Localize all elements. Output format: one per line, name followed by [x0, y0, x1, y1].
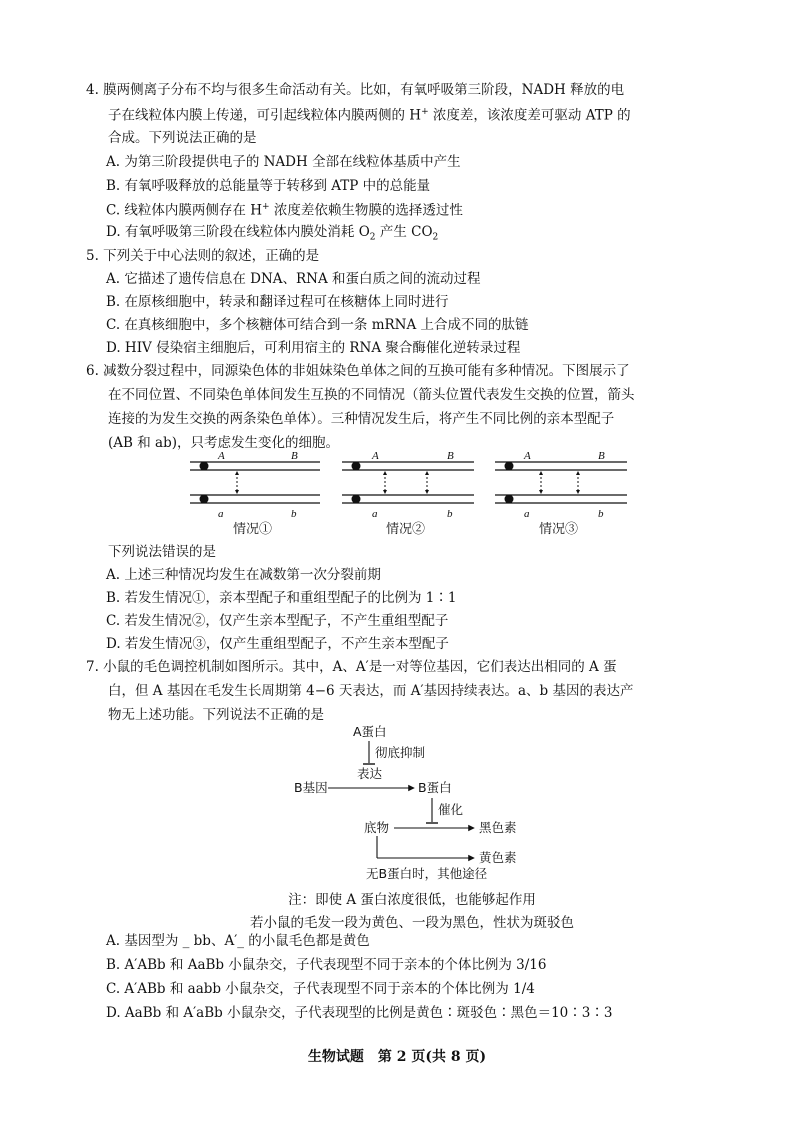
q4-option-a: A. 为第三阶段提供电子的 NADH 全部在线粒体基质中产生 [106, 154, 461, 170]
gene-label-B: B [291, 450, 298, 462]
gene-label-A: A [218, 450, 225, 462]
gene-label-a: a [372, 508, 378, 520]
q6-option-d: D. 若发生情况③，仅产生重组型配子，不产生亲本型配子 [106, 636, 449, 652]
q4-option-b: B. 有氧呼吸释放的总能量等于转移到 ATP 中的总能量 [106, 178, 431, 194]
coat-color-flowchart [294, 724, 517, 881]
q5-stem: 5. 下列关于中心法则的叙述，正确的是 [86, 248, 320, 264]
q7-note-2: 若小鼠的毛发一段为黄色、一段为黑色，性状为斑驳色 [250, 915, 574, 931]
q4-stem-line1: 4. 膜两侧离子分布不均与很多生命活动有关。比如，有氧呼吸第三阶段，NADH 释放的电 [86, 82, 625, 98]
flow-a-protein: A蛋白 [353, 724, 387, 739]
q4-option-c: C. 线粒体内膜两侧存在 H+ 浓度差依赖生物膜的选择透过性 [106, 202, 463, 219]
centromere [505, 462, 514, 471]
q4-option-d: D. 有氧呼吸第三阶段在线粒体内膜处消耗 $O_2$ 产生 $CO_2$ [106, 224, 439, 243]
q4-stem-line2: 子在线粒体内膜上传递，可引起线粒体内膜两侧的 H+ 浓度差，该浓度差可驱动 ATP 的 [108, 107, 631, 124]
q7-option-d: D. AaBb 和 A′aBb 小鼠杂交，子代表现型的比例是黄色∶斑驳色∶黑色＝10∶3∶3 [106, 1005, 613, 1021]
diagram-caption-2: 情况② [386, 522, 426, 537]
q6-option-c: C. 若发生情况②，仅产生亲本型配子，不产生重组型配子 [106, 613, 449, 629]
centromere [352, 495, 361, 504]
q7-option-a: A. 基因型为 _ bb、A′_ 的小鼠毛色都是黄色 [106, 933, 370, 949]
flow-substrate: 底物 [364, 820, 390, 835]
q4-stem-line3: 合成。下列说法正确的是 [108, 130, 257, 146]
gene-label-b: b [291, 508, 297, 520]
gene-label-A: A [524, 450, 531, 462]
flow-yellow-pigment: 黄色素 [479, 850, 517, 865]
crossover-diagram-1 [190, 462, 320, 504]
q7-stem-line2: 白，但 A 基因在毛发生长周期第 4−6 天表达，而 A′基因持续表达。a、b 基因的表达产 [108, 683, 634, 699]
diagram-caption-1: 情况① [233, 522, 273, 537]
gene-label-b: b [598, 508, 604, 520]
centromere [352, 462, 361, 471]
q6-stem-line3: 连接的为发生交换的两条染色单体）。三种情况发生后，将产生不同比例的亲本型配子 [108, 411, 615, 427]
q7-option-b: B. A′ABb 和 AaBb 小鼠杂交，子代表现型不同于亲本的个体比例为 3/16 [106, 957, 547, 973]
gene-label-a: a [218, 508, 224, 520]
gene-label-A: A [372, 450, 379, 462]
q6-option-a: A. 上述三种情况均发生在减数第一次分裂前期 [106, 567, 381, 583]
q5-option-b: B. 在原核细胞中，转录和翻译过程可在核糖体上同时进行 [106, 294, 449, 310]
q7-stem-line3: 物无上述功能。下列说法不正确的是 [108, 707, 324, 723]
q6-option-b: B. 若发生情况①，亲本型配子和重组型配子的比例为 1∶1 [106, 590, 457, 606]
q6-stem-line1: 6. 减数分裂过程中，同源染色体的非姐妹染色单体之间的互换可能有多种情况。下图展示了 [86, 363, 630, 379]
flow-black-pigment: 黑色素 [479, 820, 517, 835]
flow-b-protein: B蛋白 [418, 780, 452, 795]
centromere [200, 462, 209, 471]
q7-note-1: 注：即使 A 蛋白浓度很低，也能够起作用 [288, 892, 536, 908]
flow-b-gene: B基因 [294, 780, 328, 795]
gene-label-B: B [598, 450, 605, 462]
flow-express-label: 表达 [357, 766, 383, 781]
diagram-caption-3: 情况③ [539, 522, 579, 537]
gene-label-b: b [447, 508, 453, 520]
flow-catalyze-label: 催化 [438, 802, 464, 817]
q6-sub-stem: 下列说法错误的是 [108, 544, 216, 560]
page-footer: 生物试题 第 2 页(共 8 页) [307, 1049, 487, 1065]
gene-label-B: B [447, 450, 454, 462]
q5-option-d: D. HIV 侵染宿主细胞后，可利用宿主的 RNA 聚合酶催化逆转录过程 [106, 340, 521, 356]
q7-option-c: C. A′ABb 和 aabb 小鼠杂交，子代表现型不同于亲本的个体比例为 1/4 [106, 981, 535, 997]
q5-option-c: C. 在真核细胞中，多个核糖体可结合到一条 mRNA 上合成不同的肽链 [106, 317, 529, 333]
q5-option-a: A. 它描述了遗传信息在 DNA、RNA 和蛋白质之间的流动过程 [106, 271, 481, 287]
crossover-diagram-2 [342, 462, 474, 504]
q6-stem-line4: (AB 和 ab)，只考虑发生变化的细胞。 [108, 435, 339, 451]
crossover-diagram-3 [495, 462, 627, 504]
centromere [200, 495, 209, 504]
centromere [505, 495, 514, 504]
gene-label-a: a [524, 508, 530, 520]
q7-stem-line1: 7. 小鼠的毛色调控机制如图所示。其中，A、A′是一对等位基因，它们表达出相同的 A 蛋 [86, 659, 617, 675]
flow-inhibit-label: 彻底抑制 [375, 745, 426, 760]
flow-other-path-label: 无B蛋白时，其他途径 [366, 866, 488, 881]
q6-stem-line2: 在不同位置、不同染色单体间发生互换的不同情况（箭头位置代表发生交换的位置，箭头 [108, 387, 635, 403]
